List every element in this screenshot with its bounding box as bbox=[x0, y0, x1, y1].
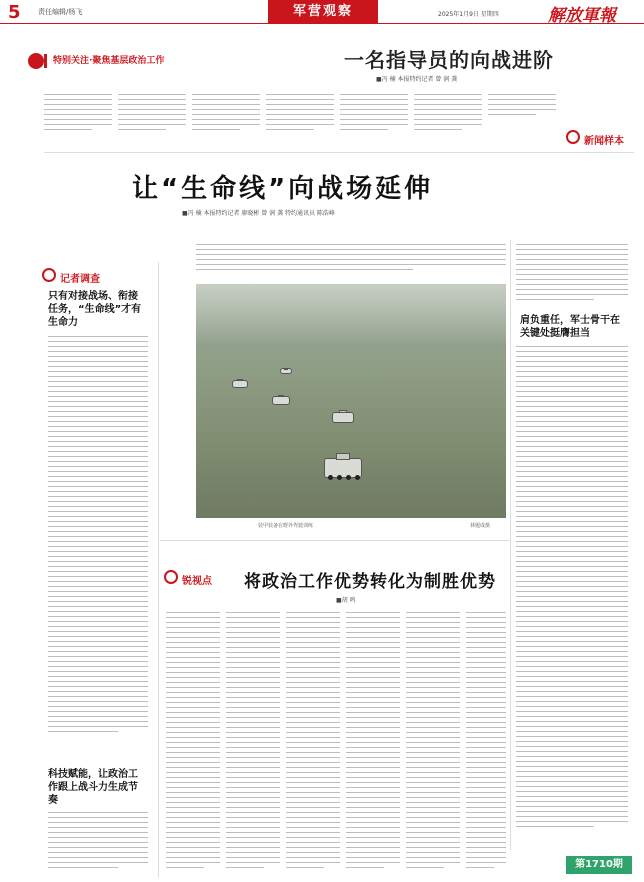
topic-dot-icon bbox=[28, 53, 44, 69]
reporter-survey-tag: 记者调查 bbox=[60, 274, 100, 285]
column-rule-right bbox=[510, 240, 511, 850]
issue-badge: 第1710期 bbox=[566, 856, 632, 874]
article-2-byline: ■冯 楠 本报特约记者 廖晓彬 曾 润 龚 特约通讯员 陈浩峰 bbox=[182, 210, 335, 217]
reporter-survey-icon bbox=[42, 268, 56, 282]
article-1-column-5 bbox=[340, 94, 408, 138]
pen-note-icon bbox=[164, 570, 178, 584]
vehicle-4-icon bbox=[332, 412, 354, 423]
pen-note-tag: 锐视点 bbox=[182, 576, 212, 587]
vehicle-2-icon bbox=[280, 368, 292, 374]
article-1-column-6 bbox=[414, 94, 482, 138]
vehicle-1-icon bbox=[232, 380, 248, 388]
article-1-column-3 bbox=[192, 94, 260, 138]
left-column-body bbox=[48, 336, 148, 756]
news-sample-icon bbox=[566, 130, 580, 144]
article-3-column-1 bbox=[166, 612, 220, 876]
photo-caption: 装甲装备在野外驾驶训练 bbox=[258, 523, 314, 529]
article-3-column-5 bbox=[406, 612, 460, 876]
editor-credit: 责任编辑/杨飞 bbox=[38, 8, 83, 16]
article-3-column-2 bbox=[226, 612, 280, 876]
vehicle-3-icon bbox=[272, 396, 290, 405]
sidebar-headline-left: 只有对接战场、衔接任务，“生命线”才有生命力 bbox=[48, 291, 142, 328]
newspaper-logo: 解放軍報 bbox=[548, 6, 616, 26]
left-column-body-2 bbox=[48, 812, 148, 876]
article-1-column-7 bbox=[488, 94, 556, 124]
article-1-column-1 bbox=[44, 94, 112, 138]
sidebar-headline-left-bottom: 科技赋能，让政治工作跟上战斗力生成节奏 bbox=[48, 769, 138, 806]
column-rule-left bbox=[158, 262, 159, 878]
article-1-column-4 bbox=[266, 94, 334, 138]
article-1-column-2 bbox=[118, 94, 186, 138]
article-3-column-4 bbox=[346, 612, 400, 876]
article-3-title: 将政治工作优势转化为制胜优势 bbox=[244, 572, 496, 592]
vehicle-5-icon bbox=[324, 458, 362, 478]
article-2-body-top bbox=[196, 244, 506, 278]
article-3-column-3 bbox=[286, 612, 340, 876]
article-2-right-column bbox=[516, 244, 628, 310]
photo-credit: 林题成摄 bbox=[470, 523, 491, 529]
page-number: 5 bbox=[8, 2, 21, 23]
news-sample-tag: 新闻样本 bbox=[584, 136, 624, 147]
issue-date: 2025年1月9日 星期四 bbox=[438, 11, 499, 18]
article-1-title: 一名指导员的向战进阶 bbox=[344, 48, 554, 72]
section-banner: 军营观察 bbox=[268, 0, 378, 24]
article-3-column-6 bbox=[466, 612, 506, 876]
sidebar-headline-right: 肩负重任，军士骨干在关键处挺膺担当 bbox=[520, 315, 620, 339]
article-1-byline: ■冯 楠 本报特约记者 曾 润 龚 bbox=[376, 76, 458, 83]
topic-label: 特别关注·聚焦基层政治工作 bbox=[44, 54, 194, 68]
section-divider bbox=[44, 152, 634, 153]
page-header bbox=[0, 0, 644, 24]
article-3-byline: ■胡 鸣 bbox=[336, 597, 356, 604]
armored-vehicles-photo bbox=[196, 284, 506, 518]
article-2-title: 让“生命线”向战场延伸 bbox=[132, 174, 434, 204]
article-2-right-body bbox=[516, 346, 628, 850]
photo-section-divider bbox=[160, 540, 510, 541]
